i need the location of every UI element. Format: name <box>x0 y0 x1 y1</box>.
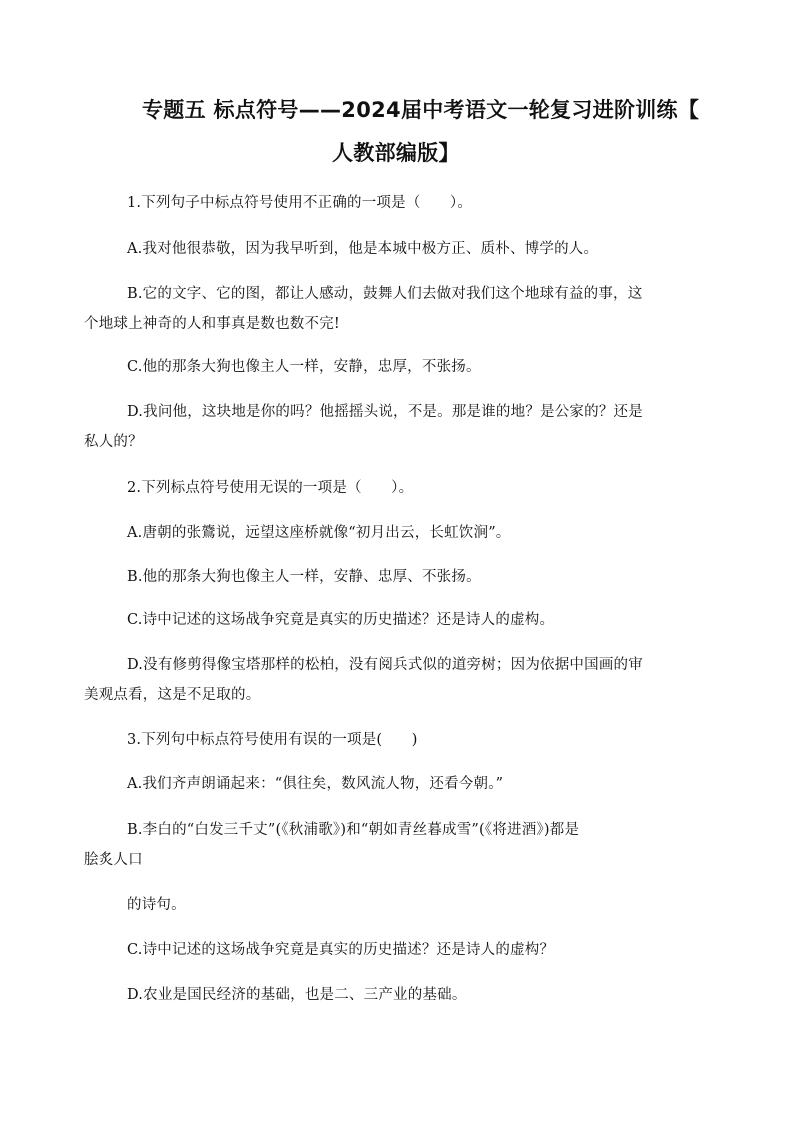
q1-option-d-line-2: 私人的？ <box>84 434 143 450</box>
q3-option-b-line-3: 的诗句。 <box>127 897 186 913</box>
q1-option-c: C.他的那条大狗也像主人一样，安静，忠厚，不张扬。 <box>127 359 481 375</box>
q3-option-b-line-2: 脍炙人口 <box>84 852 143 868</box>
q2-option-d <box>84 654 710 706</box>
q3-option-a: A.我们齐声朗诵起来：“俱往矣，数风流人物，还看今朝。” <box>127 776 504 792</box>
q3-option-d: D.农业是国民经济的基础，也是二、三产业的基础。 <box>127 987 467 1003</box>
q3-option-b-line-1: B.李白的“白发三千丈”(《秋浦歌》)和“朝如青丝暮成雪”(《将进酒》)都是 <box>127 822 580 838</box>
q1-option-d-line-1: D.我问他，这块地是你的吗？他摇摇头说，不是。那是谁的地？是公家的？还是 <box>127 404 643 420</box>
q1-option-b-line-2: 个地球上神奇的人和事真是数也数不完! <box>84 316 340 332</box>
q1-option-a: A.我对他很恭敬，因为我早听到，他是本城中极方正、质朴、博学的人。 <box>127 241 599 257</box>
q1-option-b-line-1: B.它的文字、它的图，都让人感动，鼓舞人们去做对我们这个地球有益的事，这 <box>127 286 643 302</box>
q3-stem: 3.下列句中标点符号使用有误的一项是( ) <box>127 732 418 748</box>
document-title-line-2: 人教部编版】 <box>332 141 460 165</box>
q2-option-d-line-1: D.没有修剪得像宝塔那样的松柏，没有阅兵式似的道旁树；因为依据中国画的审 <box>127 657 643 673</box>
q1-stem: 1.下列句子中标点符号使用不正确的一项是（ ）。 <box>127 195 473 211</box>
q3-option-c: C.诗中记述的这场战争究竟是真实的历史描述？还是诗人的虚构？ <box>127 942 555 958</box>
q1-option-b <box>84 283 710 335</box>
q2-option-c: C.诗中记述的这场战争究竟是真实的历史描述？还是诗人的虚构。 <box>127 612 555 628</box>
q1-option-d <box>84 401 710 453</box>
document-title-line-1: 专题五 标点符号——2024届中考语文一轮复习进阶训练【 <box>142 98 700 122</box>
q2-stem: 2.下列标点符号使用无误的一项是（ ）。 <box>127 480 414 496</box>
q2-option-b: B.他的那条大狗也像主人一样，安静、忠厚、不张扬。 <box>127 569 481 585</box>
q2-option-d-line-2: 美观点看，这是不足取的。 <box>84 687 261 703</box>
q3-option-b <box>84 819 710 871</box>
q2-option-a: A.唐朝的张鷟说，远望这座桥就像“初月出云，长虹饮涧”。 <box>127 525 511 541</box>
